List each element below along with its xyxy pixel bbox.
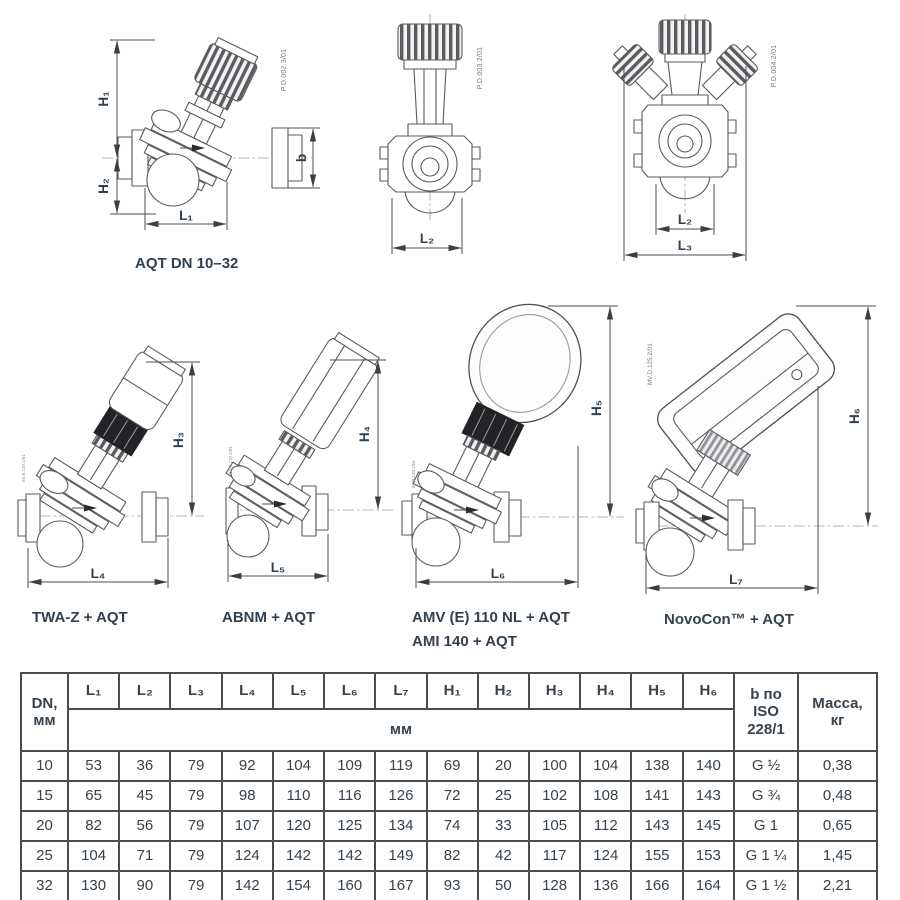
valve-with-actuator	[18, 332, 207, 567]
cell: 136	[580, 871, 631, 900]
caption-amv	[412, 606, 570, 654]
cell: 20	[478, 751, 529, 781]
drawing-twa-z	[18, 348, 246, 606]
part-number: P.D.003.2/01	[477, 46, 484, 90]
b-header-line2: ISO	[753, 703, 779, 721]
dim-label-l1: L₁	[179, 208, 193, 223]
cell: 79	[170, 841, 221, 871]
unit-row-mm: мм	[68, 709, 734, 751]
caption-aqt: AQT DN 10–32	[135, 255, 239, 272]
dim-label-l4: L₄	[90, 566, 106, 581]
dim-label-h4: H₄	[357, 425, 372, 443]
cell: 79	[170, 811, 221, 841]
cell: 36	[119, 751, 170, 781]
cell: 100	[529, 751, 580, 781]
cell: 92	[222, 751, 273, 781]
col-header-l2: L₂	[119, 673, 170, 709]
col-header-l7: L₇	[375, 673, 426, 709]
part-number: P.D.004.2/01	[771, 44, 778, 88]
cell: 142	[324, 841, 375, 871]
caption-amv-line2: AMI 140 + AQT	[412, 633, 517, 650]
dim-label-h3: H₃	[171, 432, 186, 448]
cell: 120	[273, 811, 324, 841]
cell: 105	[529, 811, 580, 841]
dim-label-h1: H₁	[96, 91, 111, 107]
col-header-h3: H₃	[529, 673, 580, 709]
cell-b: G 1	[734, 811, 798, 841]
caption-twa-z: TWA-Z + AQT	[32, 609, 128, 626]
cell: 126	[375, 781, 426, 811]
col-header-h6: H₆	[683, 673, 734, 709]
cell: 104	[580, 751, 631, 781]
cell: 164	[683, 871, 734, 900]
part-number-small: 84.B.118.1/01	[21, 454, 26, 482]
cell: 130	[68, 871, 119, 900]
cell: 142	[273, 841, 324, 871]
col-header-h1: H₁	[427, 673, 478, 709]
valve-with-actuator	[398, 285, 600, 566]
cell: 112	[580, 811, 631, 841]
cell: 25	[478, 781, 529, 811]
dim-label-l2: L₂	[677, 212, 693, 227]
cell-dn: 15	[21, 781, 68, 811]
cell: 108	[580, 781, 631, 811]
caption-abnm: ABNM + AQT	[222, 609, 316, 626]
cell: 149	[375, 841, 426, 871]
dim-label-l5: L₅	[270, 560, 286, 575]
dimensions-table	[20, 672, 878, 900]
cell: 119	[375, 751, 426, 781]
cell-mass: 0,65	[798, 811, 877, 841]
cell-dn: 10	[21, 751, 68, 781]
cell: 145	[683, 811, 734, 841]
part-number-small: 84.B.119.1/01	[228, 446, 233, 474]
col-header-dn	[21, 673, 68, 751]
cell: 42	[478, 841, 529, 871]
part-number: MV.D.125.2/01	[648, 342, 654, 386]
table-row-dn10	[21, 751, 877, 781]
table-row-dn15	[21, 781, 877, 811]
col-header-l6: L₆	[324, 673, 375, 709]
cell: 141	[631, 781, 682, 811]
cell: 104	[68, 841, 119, 871]
table-row-dn25	[21, 841, 877, 871]
valve-body	[605, 20, 764, 199]
cell: 82	[427, 841, 478, 871]
b-header-line3: 228/1	[747, 720, 785, 738]
cell: 50	[478, 871, 529, 900]
cell: 79	[170, 781, 221, 811]
valve-body	[380, 24, 480, 213]
cell: 71	[119, 841, 170, 871]
cell: 79	[170, 751, 221, 781]
cell: 143	[683, 781, 734, 811]
cell: 72	[427, 781, 478, 811]
caption-amv-line1: AMV (E) 110 NL + AQT	[412, 609, 570, 626]
cell: 154	[273, 871, 324, 900]
cell: 116	[324, 781, 375, 811]
cell-mass: 0,48	[798, 781, 877, 811]
cell: 167	[375, 871, 426, 900]
cell: 124	[580, 841, 631, 871]
caption-novocon: NovoCon™ + AQT	[664, 611, 794, 628]
drawing-aqt-front-view	[358, 8, 566, 256]
cell: 79	[170, 871, 221, 900]
cell: 53	[68, 751, 119, 781]
cell: 82	[68, 811, 119, 841]
cell: 65	[68, 781, 119, 811]
cell: 124	[222, 841, 273, 871]
col-header-l5: L₅	[273, 673, 324, 709]
drawing-aqt-y-view	[590, 8, 860, 266]
col-header-mass	[798, 673, 877, 751]
cell: 153	[683, 841, 734, 871]
valve-with-actuator	[636, 308, 840, 576]
cell-dn: 20	[21, 811, 68, 841]
cell: 109	[324, 751, 375, 781]
dim-label-l6: L₆	[490, 566, 506, 581]
part-number-small: 84.B.120.1/01	[411, 459, 416, 489]
col-header-b-iso	[734, 673, 798, 751]
dim-label-h2: H₂	[96, 178, 111, 194]
cell: 117	[529, 841, 580, 871]
b-header-line1: b по	[750, 686, 782, 704]
dim-label-l2: L₂	[419, 231, 435, 246]
dim-label-l7: L₇	[729, 572, 743, 587]
cell-b: G 1 ½	[734, 871, 798, 900]
knurled-cap	[398, 24, 462, 60]
cell-b: G 1 ¼	[734, 841, 798, 871]
table-row-dn20	[21, 811, 877, 841]
cell: 69	[427, 751, 478, 781]
col-header-l4: L₄	[222, 673, 273, 709]
cell: 45	[119, 781, 170, 811]
cell: 143	[631, 811, 682, 841]
cell: 140	[683, 751, 734, 781]
cell: 155	[631, 841, 682, 871]
cell-mass: 0,38	[798, 751, 877, 781]
cell: 33	[478, 811, 529, 841]
cell: 166	[631, 871, 682, 900]
mass-header-line2: кг	[830, 712, 845, 729]
drawing-novocon	[636, 296, 890, 608]
cell-mass: 1,45	[798, 841, 877, 871]
cell: 138	[631, 751, 682, 781]
dim-label-l3: L₃	[677, 238, 693, 253]
dn-header-line2: мм	[33, 712, 56, 729]
cell-b: G ¾	[734, 781, 798, 811]
col-header-l1: L₁	[68, 673, 119, 709]
col-header-h5: H₅	[631, 673, 682, 709]
cell: 104	[273, 751, 324, 781]
dim-label-h5: H₅	[589, 400, 604, 416]
cell: 107	[222, 811, 273, 841]
cell-dn: 25	[21, 841, 68, 871]
valve-body	[118, 26, 302, 206]
dim-label-b: b	[294, 153, 309, 163]
part-number: P.D.002.3/01	[281, 48, 288, 92]
cell: 134	[375, 811, 426, 841]
dn-header-line1: DN,	[31, 694, 58, 712]
cell: 110	[273, 781, 324, 811]
drawing-aqt-side-view	[60, 8, 328, 256]
col-header-h4: H₄	[580, 673, 631, 709]
cell-b: G ½	[734, 751, 798, 781]
mass-header-line1: Масса,	[812, 694, 863, 712]
cell: 90	[119, 871, 170, 900]
dim-label-h6: H₆	[847, 408, 862, 424]
cell: 128	[529, 871, 580, 900]
cell: 93	[427, 871, 478, 900]
cell-dn: 32	[21, 871, 68, 900]
col-header-l3: L₃	[170, 673, 221, 709]
cell: 56	[119, 811, 170, 841]
drawing-amv	[398, 296, 636, 608]
cell-mass: 2,21	[798, 871, 877, 900]
table-row-dn32	[21, 871, 877, 900]
cell: 98	[222, 781, 273, 811]
col-header-h2: H₂	[478, 673, 529, 709]
cell: 74	[427, 811, 478, 841]
cell: 142	[222, 871, 273, 900]
cell: 125	[324, 811, 375, 841]
knurled-cap	[659, 20, 711, 54]
cell: 102	[529, 781, 580, 811]
cell: 160	[324, 871, 375, 900]
